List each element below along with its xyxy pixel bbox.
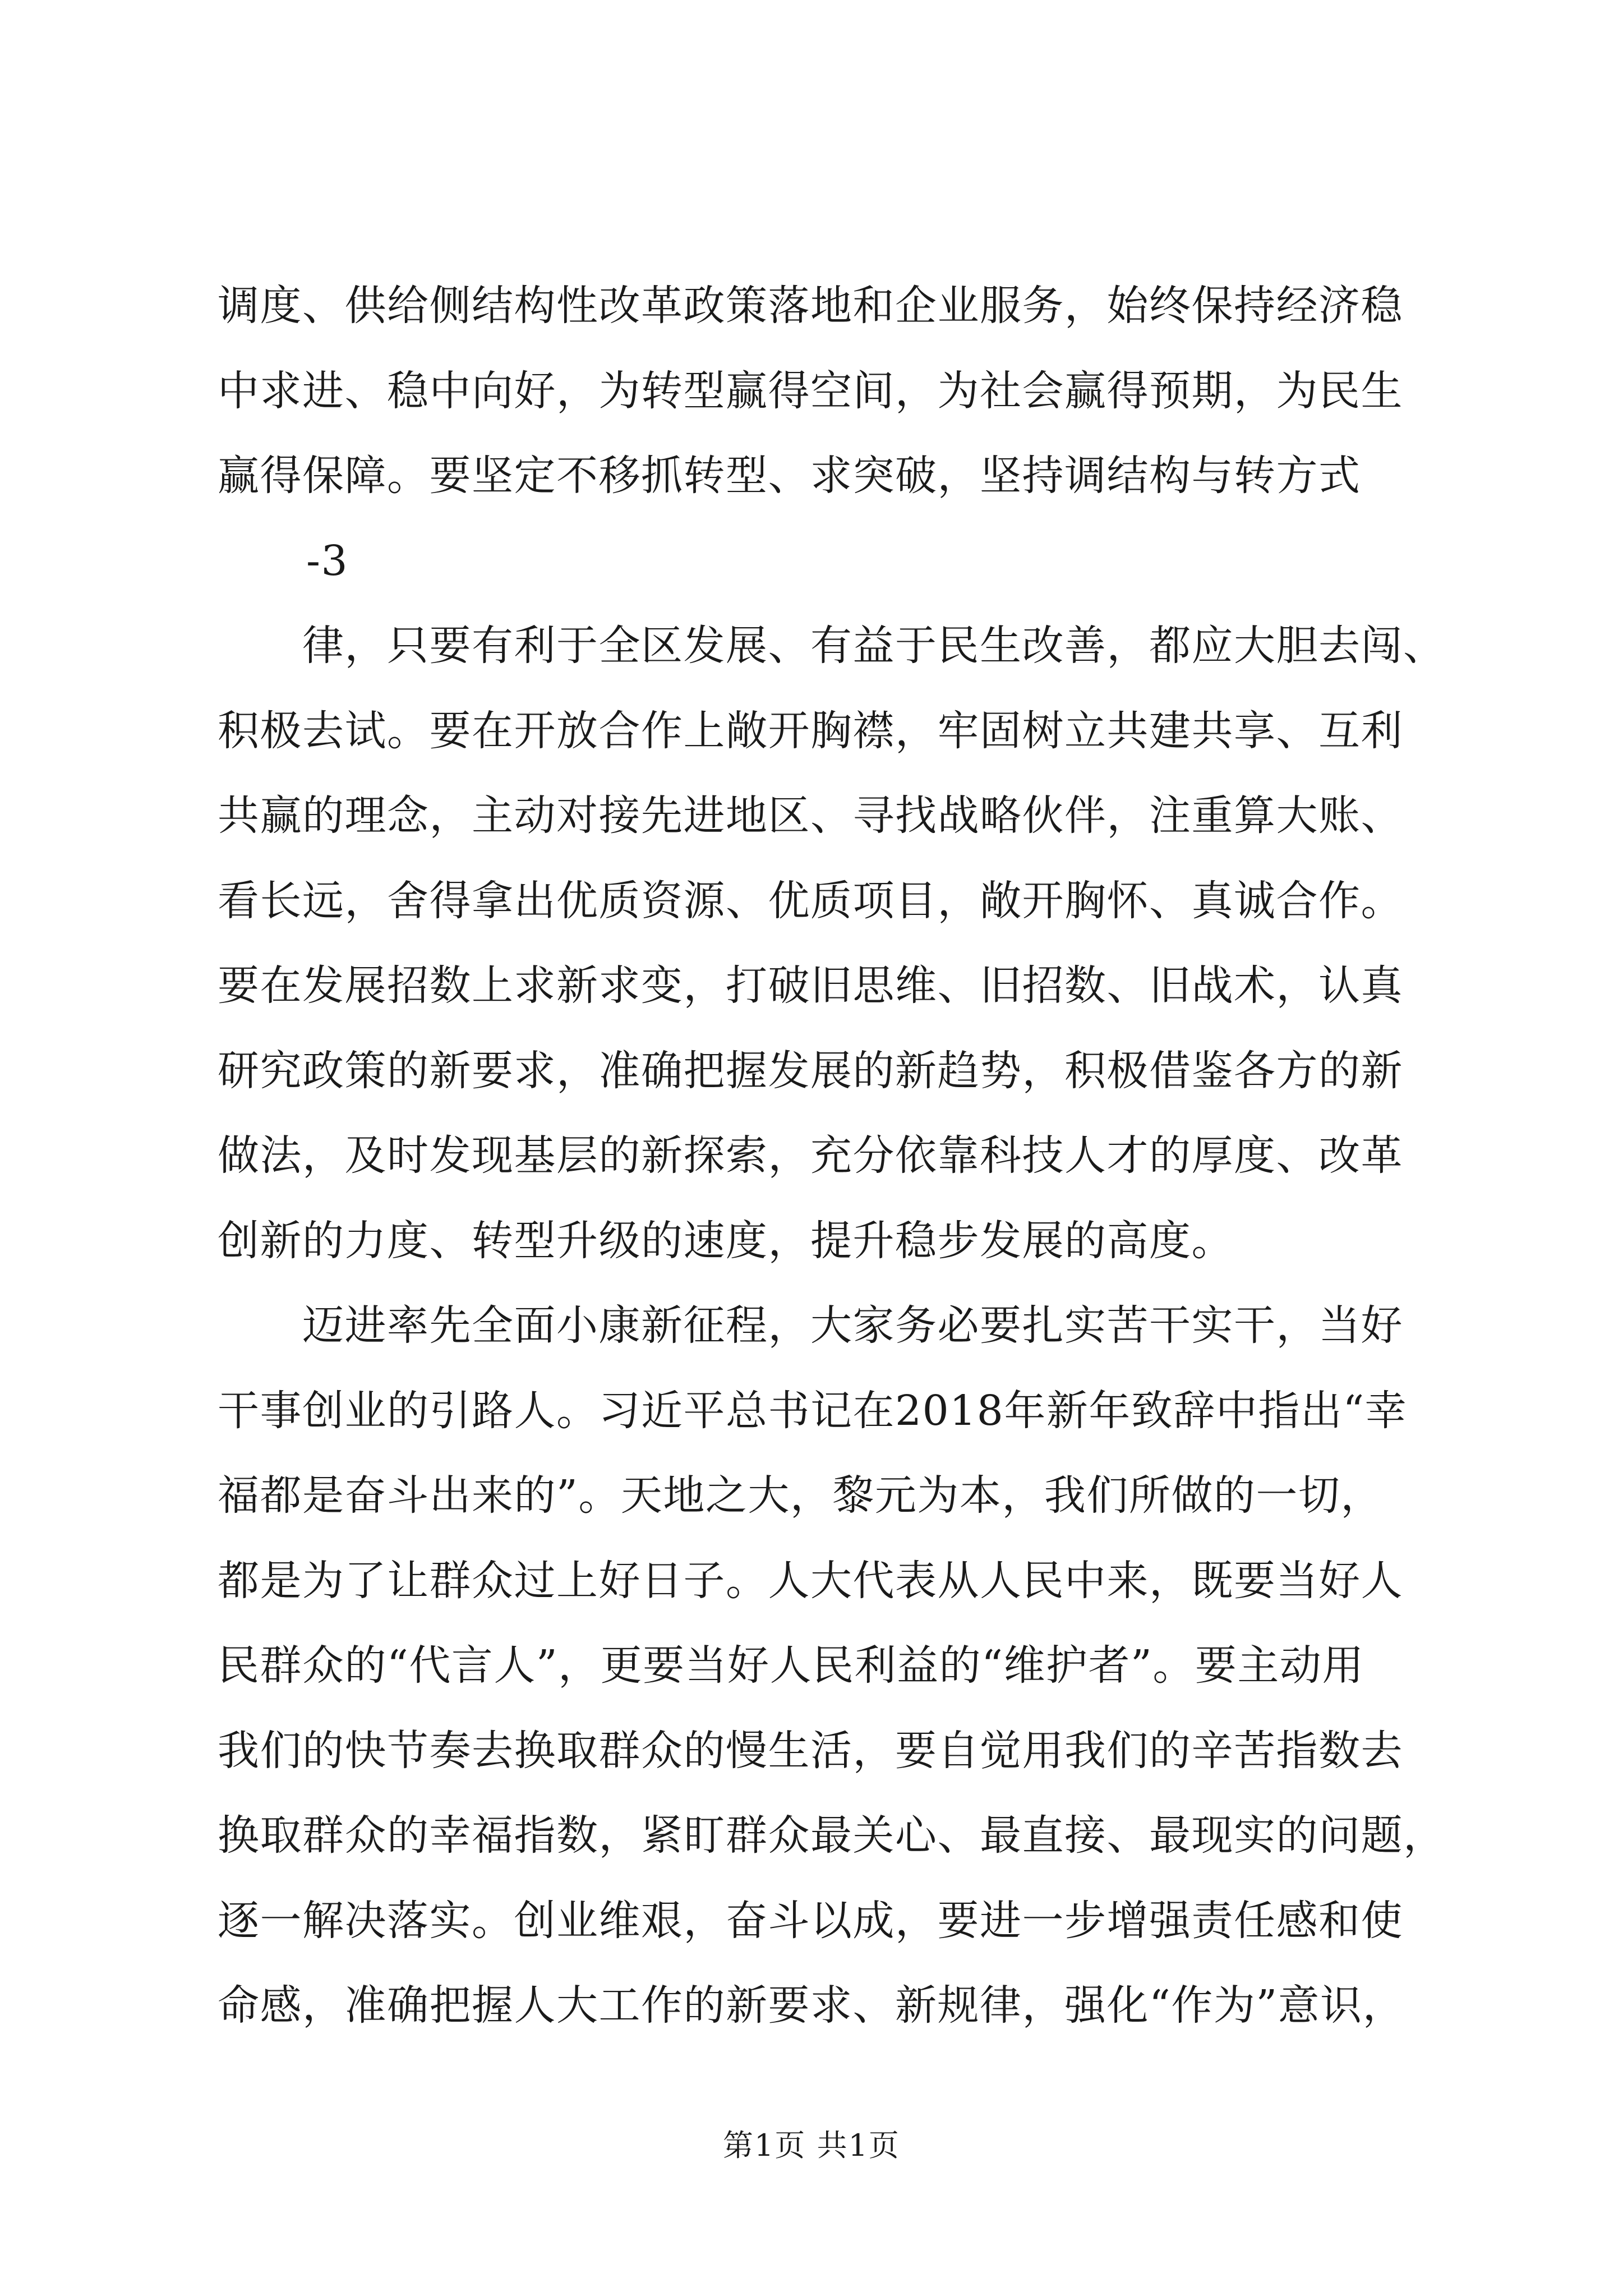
text-line: 我们的快节奏去换取群众的慢生活，要自觉用我们的辛苦指数去 — [218, 1726, 1403, 1775]
text-line: 逐一解决落实。创业维艰，奋斗以成，要进一步增强责任感和使 — [218, 1896, 1403, 1945]
text-line: 迈进率先全面小康新征程，大家务必要扎实苦干实干，当好 — [218, 1301, 1403, 1350]
text-line: 赢得保障。要坚定不移抓转型、求突破，坚持调结构与转方式 — [218, 452, 1361, 500]
text-line: 干事创业的引路人。习近平总书记在2018年新年致辞中指出“幸 — [218, 1386, 1408, 1435]
text-line: 福都是奋斗出来的”。天地之大，黎元为本，我们所做的一切， — [218, 1471, 1383, 1520]
text-line: 积极去试。要在开放合作上敞开胸襟，牢固树立共建共享、互利 — [218, 706, 1403, 755]
body-text — [218, 264, 1446, 2049]
text-line: 律，只要有利于全区发展、有益于民生改善，都应大胆去闯、 — [218, 622, 1446, 670]
text-line: 要在发展招数上求新求变，打破旧思维、旧招数、旧战术，认真 — [218, 961, 1403, 1010]
text-line: 命感，准确把握人大工作的新要求、新规律，强化“作为”意识， — [218, 1981, 1405, 2030]
text-line: 看长远，舍得拿出优质资源、优质项目，敞开胸怀、真诚合作。 — [218, 876, 1403, 925]
page-marker: -3 — [306, 536, 349, 585]
page-footer: 第1页 共1页 — [723, 2128, 900, 2163]
text-line: 中求进、稳中向好，为转型赢得空间，为社会赢得预期，为民生 — [218, 366, 1403, 415]
text-line: 都是为了让群众过上好日子。人大代表从人民中来，既要当好人 — [218, 1556, 1403, 1605]
text-line: 研究政策的新要求，准确把握发展的新趋势，积极借鉴各方的新 — [218, 1046, 1403, 1095]
text-line: 创新的力度、转型升级的速度，提升稳步发展的高度。 — [218, 1216, 1234, 1265]
text-line: 换取群众的幸福指数，紧盯群众最关心、最直接、最现实的问题， — [218, 1811, 1446, 1860]
text-line: 民群众的“代言人”，更要当好人民利益的“维护者”。要主动用 — [218, 1641, 1364, 1690]
text-line: 做法，及时发现基层的新探索，充分依靠科技人才的厚度、改革 — [218, 1131, 1403, 1180]
text-line: 共赢的理念，主动对接先进地区、寻找战略伙伴，注重算大账、 — [218, 792, 1403, 840]
text-line: 调度、供给侧结构性改革政策落地和企业服务，始终保持经济稳 — [218, 282, 1403, 330]
